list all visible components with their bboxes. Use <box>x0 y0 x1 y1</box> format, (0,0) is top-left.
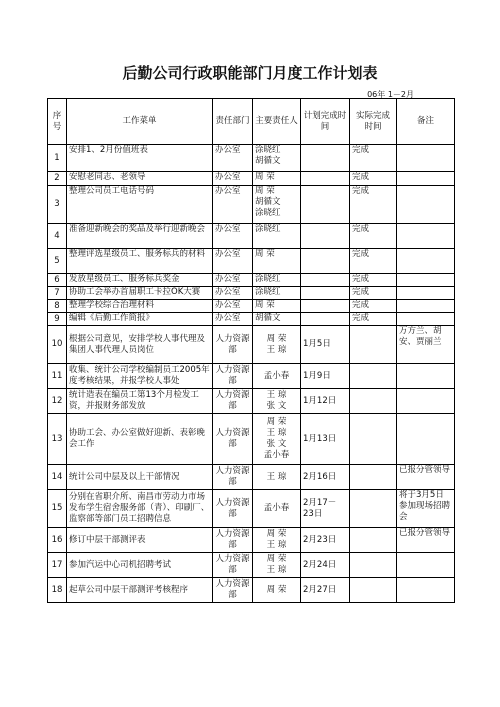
table-row <box>48 186 455 224</box>
row-person <box>253 313 301 326</box>
header-no: 序号 <box>48 99 67 145</box>
row-dept: 人力资源部 <box>213 528 253 553</box>
row-number: 14 <box>48 465 67 490</box>
person-name: 涂晓红 <box>255 287 281 297</box>
row-dept: 人力资源部 <box>213 578 253 603</box>
row-actual-time <box>350 490 397 528</box>
table-row <box>48 414 455 465</box>
row-work-item: 统计造表在编员工第13个月检发工资，并报财务部发放 <box>67 389 213 414</box>
row-person <box>253 274 301 287</box>
row-work-item: 协助工会举办首届职工卡拉OK大赛 <box>67 287 213 300</box>
row-actual-time <box>350 414 397 465</box>
header-item: 工作菜单 <box>67 99 213 145</box>
row-note: 万方兰、胡安、贾丽兰 <box>397 326 455 364</box>
row-plan-time <box>301 300 350 313</box>
row-note <box>397 364 455 389</box>
row-dept: 人力资源部 <box>213 364 253 389</box>
row-person <box>253 414 301 465</box>
header-actual-time: 实际完成时间 <box>350 99 397 145</box>
row-actual-time: 完成 <box>350 274 397 287</box>
row-plan-time <box>301 287 350 300</box>
row-work-item: 分别在省职介所、南昌市劳动力市场发布学生宿舍服务部（青）、印刷厂、监察部等部门员工招聘信息 <box>67 490 213 528</box>
table-row <box>48 389 455 414</box>
row-number: 7 <box>48 287 67 300</box>
row-plan-time <box>301 274 350 287</box>
row-plan-time: 1月13日 <box>301 414 350 465</box>
row-dept: 人力资源部 <box>213 490 253 528</box>
row-actual-time: 完成 <box>350 172 397 186</box>
row-number: 1 <box>48 145 67 172</box>
row-note <box>397 249 455 274</box>
person-name: 王 琼 <box>266 390 287 400</box>
header-person: 主要责任人 <box>253 99 301 145</box>
row-number: 3 <box>48 186 67 224</box>
row-actual-time <box>350 578 397 603</box>
row-note <box>397 313 455 326</box>
person-name: 胡循文 <box>255 313 281 323</box>
row-work-item: 修订中层干部测评表 <box>67 528 213 553</box>
person-name: 周 荣 <box>266 584 287 595</box>
row-plan-time: 2月27日 <box>301 578 350 603</box>
row-dept: 人力资源部 <box>213 414 253 465</box>
row-work-item: 发放星级员工、服务标兵奖金 <box>67 274 213 287</box>
row-person <box>253 172 301 186</box>
person-name: 周 荣 <box>255 186 275 196</box>
row-actual-time: 完成 <box>350 145 397 172</box>
header-dept: 责任部门 <box>213 99 253 145</box>
table-header-row <box>48 99 455 145</box>
row-work-item: 协助工会、办公室做好迎新、表彰晚会工作 <box>67 414 213 465</box>
row-dept: 办公室 <box>213 249 253 274</box>
row-person <box>253 145 301 172</box>
row-work-item: 整理学校综合治理材料 <box>67 300 213 313</box>
row-work-item: 根据公司意见，安排学校人事代理及集团人事代理人员岗位 <box>67 326 213 364</box>
person-name: 周 荣 <box>266 529 287 539</box>
row-person <box>253 287 301 300</box>
row-number: 13 <box>48 414 67 465</box>
row-work-item: 统计公司中层及以上干部情况 <box>67 465 213 490</box>
row-work-item: 整理评选星级员工、服务标兵的材料 <box>67 249 213 274</box>
row-plan-time <box>301 249 350 274</box>
row-actual-time <box>350 465 397 490</box>
row-number: 9 <box>48 313 67 326</box>
row-person <box>253 389 301 414</box>
row-actual-time: 完成 <box>350 249 397 274</box>
table-row <box>48 528 455 553</box>
row-person <box>253 326 301 364</box>
row-plan-time: 2月17－23日 <box>301 490 350 528</box>
row-work-item: 起草公司中层干部测评考核程序 <box>67 578 213 603</box>
table-row <box>48 300 455 313</box>
table-row <box>48 326 455 364</box>
row-work-item: 参加汽运中心司机招聘考试 <box>67 553 213 578</box>
row-number: 2 <box>48 172 67 186</box>
table-row <box>48 313 455 326</box>
row-number: 10 <box>48 326 67 364</box>
person-name: 周 荣 <box>255 249 275 259</box>
row-note <box>397 389 455 414</box>
row-number: 11 <box>48 364 67 389</box>
row-number: 8 <box>48 300 67 313</box>
row-work-item: 编辑《后勤工作简报》 <box>67 313 213 326</box>
person-name: 涂晓红 <box>255 208 281 218</box>
person-name: 王 琼 <box>266 428 287 438</box>
table-row <box>48 490 455 528</box>
row-work-item: 整理公司员工电话号码 <box>67 186 213 224</box>
person-name: 周 荣 <box>266 333 287 344</box>
table-row <box>48 145 455 172</box>
person-name: 周 荣 <box>266 554 287 564</box>
row-person <box>253 490 301 528</box>
table-row <box>48 274 455 287</box>
row-actual-time: 完成 <box>350 224 397 249</box>
row-plan-time <box>301 224 350 249</box>
row-person <box>253 553 301 578</box>
row-actual-time <box>350 326 397 364</box>
row-number: 6 <box>48 274 67 287</box>
person-name: 涂晓红 <box>255 274 281 284</box>
row-person <box>253 249 301 274</box>
row-actual-time: 完成 <box>350 313 397 326</box>
table-row <box>48 553 455 578</box>
row-note: 已报分管领导 <box>397 528 455 553</box>
row-plan-time <box>301 313 350 326</box>
row-number: 15 <box>48 490 67 528</box>
row-number: 4 <box>48 224 67 249</box>
header-note: 备注 <box>397 99 455 145</box>
person-name: 胡循文 <box>255 197 281 207</box>
row-person <box>253 578 301 603</box>
row-actual-time: 完成 <box>350 186 397 224</box>
row-actual-time <box>350 389 397 414</box>
row-work-item: 安慰老同志、老领导 <box>67 172 213 186</box>
document-title: 后勤公司行政职能部门月度工作计划表 <box>122 64 378 82</box>
person-name: 王 琼 <box>266 471 287 482</box>
table-row <box>48 465 455 490</box>
person-name: 周 荣 <box>255 172 275 182</box>
person-name: 周 荣 <box>255 300 275 310</box>
row-work-item: 安排1、2月份值班表 <box>67 145 213 172</box>
row-note: 将于3月5日参加现场招聘会 <box>397 490 455 528</box>
row-dept: 办公室 <box>213 287 253 300</box>
row-note <box>397 186 455 224</box>
person-name: 涂晓红 <box>255 224 281 234</box>
table-row <box>48 578 455 603</box>
row-person <box>253 364 301 389</box>
row-note <box>397 172 455 186</box>
row-note <box>397 274 455 287</box>
row-actual-time <box>350 364 397 389</box>
row-dept: 人力资源部 <box>213 326 253 364</box>
row-note <box>397 578 455 603</box>
row-dept: 人力资源部 <box>213 553 253 578</box>
person-name: 周 荣 <box>266 417 287 427</box>
person-name: 孟小春 <box>263 503 290 513</box>
person-name: 王 琼 <box>266 565 287 575</box>
row-dept: 办公室 <box>213 224 253 249</box>
row-actual-time: 完成 <box>350 300 397 313</box>
row-plan-time: 2月23日 <box>301 528 350 553</box>
row-dept: 办公室 <box>213 172 253 186</box>
row-note <box>397 414 455 465</box>
row-person <box>253 465 301 490</box>
row-dept: 人力资源部 <box>213 389 253 414</box>
row-work-item: 收集、统计公司学校编制员工2005年度考核结果，并报学校人事处 <box>67 364 213 389</box>
work-plan-table <box>47 98 455 603</box>
table-row <box>48 172 455 186</box>
row-number: 5 <box>48 249 67 274</box>
row-plan-time: 2月16日 <box>301 465 350 490</box>
table-row <box>48 364 455 389</box>
row-note <box>397 287 455 300</box>
person-name: 王 琼 <box>266 344 287 355</box>
table-row <box>48 224 455 249</box>
table-row <box>48 249 455 274</box>
row-note <box>397 553 455 578</box>
row-dept: 办公室 <box>213 186 253 224</box>
table-row <box>48 287 455 300</box>
row-note <box>397 145 455 172</box>
row-dept: 办公室 <box>213 274 253 287</box>
row-plan-time: 2月24日 <box>301 553 350 578</box>
row-actual-time <box>350 528 397 553</box>
row-dept: 办公室 <box>213 300 253 313</box>
row-person <box>253 528 301 553</box>
date-range: 06年 1－2月 <box>367 90 414 99</box>
row-person <box>253 224 301 249</box>
row-person <box>253 300 301 313</box>
row-person <box>253 186 301 224</box>
row-plan-time <box>301 172 350 186</box>
person-name: 张 文 <box>266 439 287 449</box>
person-name: 张 文 <box>266 401 287 411</box>
row-dept: 人力资源部 <box>213 465 253 490</box>
row-number: 16 <box>48 528 67 553</box>
row-plan-time <box>301 186 350 224</box>
row-number: 18 <box>48 578 67 603</box>
row-actual-time <box>350 553 397 578</box>
person-name: 胡循文 <box>255 156 281 166</box>
row-note: 已报分管领导 <box>397 465 455 490</box>
row-number: 17 <box>48 553 67 578</box>
row-plan-time: 1月12日 <box>301 389 350 414</box>
row-plan-time: 1月5日 <box>301 326 350 364</box>
row-plan-time: 1月9日 <box>301 364 350 389</box>
header-plan-time: 计划完成时间 <box>301 99 350 145</box>
row-dept: 办公室 <box>213 313 253 326</box>
row-actual-time: 完成 <box>350 287 397 300</box>
row-plan-time <box>301 145 350 172</box>
person-name: 孟小春 <box>263 370 290 381</box>
row-dept: 办公室 <box>213 145 253 172</box>
row-note <box>397 224 455 249</box>
row-note <box>397 300 455 313</box>
row-number: 12 <box>48 389 67 414</box>
person-name: 涂晓红 <box>255 145 281 155</box>
row-work-item: 准备迎新晚会的奖品及举行迎新晚会 <box>67 224 213 249</box>
person-name: 王 琼 <box>266 540 287 550</box>
person-name: 孟小春 <box>263 450 290 460</box>
